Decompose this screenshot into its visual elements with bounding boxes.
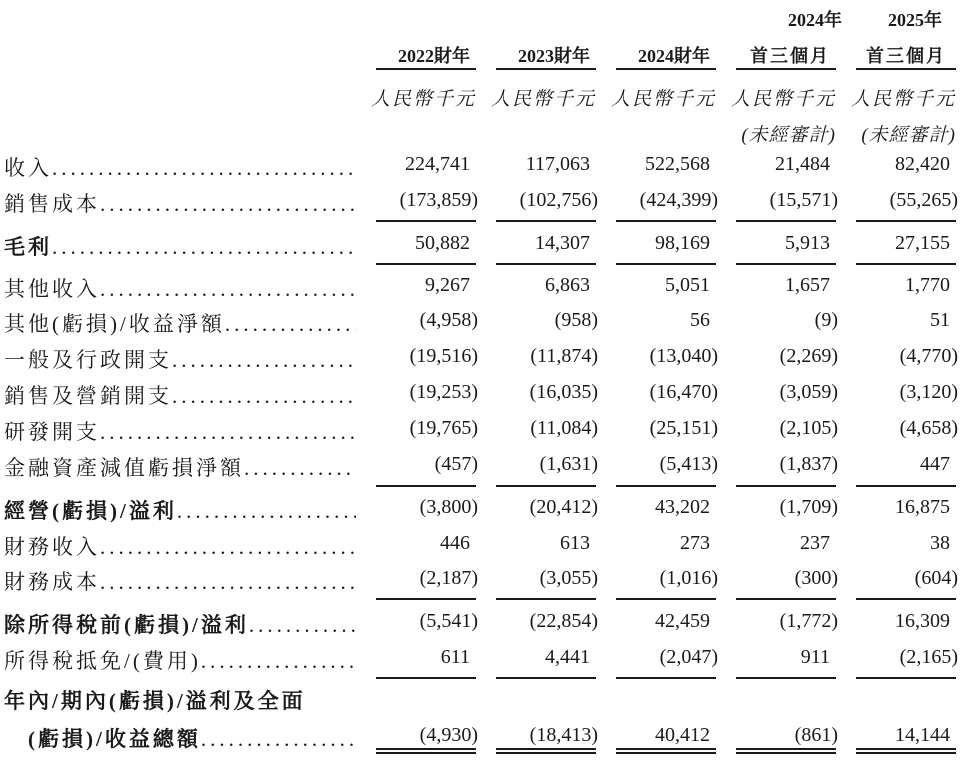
row-label: 研發開支 .....: [4, 416, 356, 446]
subtotal-rule: [496, 677, 596, 679]
total-double-rule: [856, 748, 956, 754]
row-label: 金融資產減值虧損淨額 .....: [4, 452, 356, 482]
col-period-2025q1: 首三個月: [866, 46, 946, 66]
header-underline: [736, 68, 836, 70]
cell-value: (1,837): [779, 453, 838, 475]
subtotal-rule: [376, 220, 476, 222]
cell-value: 446: [440, 532, 470, 554]
subtotal-rule: [856, 220, 956, 222]
cell-value: (11,084): [530, 417, 598, 439]
cell-value: (25,151): [649, 417, 718, 439]
cell-value: (13,040): [649, 345, 718, 367]
cell-value: 613: [560, 532, 590, 554]
cell-value: 21,484: [775, 153, 830, 175]
header-underline: [496, 68, 596, 70]
col-unit-2022: 人民幣千元: [370, 89, 476, 110]
cell-value: 14,144: [895, 724, 950, 746]
total-double-rule: [496, 748, 596, 754]
cell-value: (19,765): [409, 417, 478, 439]
subtotal-rule: [736, 263, 836, 265]
cell-value: 50,882: [415, 232, 470, 254]
cell-value: 51: [930, 309, 950, 331]
subtotal-rule: [856, 263, 956, 265]
cell-value: 14,307: [535, 232, 590, 254]
cell-value: (1,631): [539, 453, 598, 475]
cell-value: 1,657: [785, 274, 830, 296]
cell-value: (19,253): [409, 381, 478, 403]
subtotal-rule: [856, 598, 956, 600]
cell-value: (102,756): [519, 189, 598, 211]
row-label: 所得稅抵免/(費用) .....: [4, 645, 356, 675]
cell-value: 9,267: [425, 274, 470, 296]
total-double-rule: [376, 748, 476, 754]
col-audit-2025q1: (未經審計): [861, 125, 956, 146]
cell-value: 38: [930, 532, 950, 554]
cell-value: (861): [794, 724, 838, 746]
row-label: 毛利 .....: [4, 231, 356, 261]
subtotal-rule: [736, 220, 836, 222]
subtotal-rule: [496, 263, 596, 265]
cell-value: (11,874): [530, 345, 598, 367]
row-label: 銷售及營銷開支 .....: [4, 380, 356, 410]
cell-value: 237: [800, 532, 830, 554]
cell-value: (5,541): [419, 610, 478, 632]
col-year-2025q1: 2025年: [888, 10, 942, 30]
subtotal-rule: [496, 598, 596, 600]
subtotal-rule: [616, 485, 716, 487]
cell-value: (4,930): [419, 724, 478, 746]
cell-value: 43,202: [655, 496, 710, 518]
cell-value: 6,863: [545, 274, 590, 296]
cell-value: (2,269): [779, 345, 838, 367]
row-label: 其他(虧損)/收益淨額 .....: [4, 308, 356, 338]
subtotal-rule: [616, 220, 716, 222]
col-period-2022: 2022財年: [398, 46, 470, 66]
row-label: 收入 .....: [4, 152, 356, 182]
col-period-2024: 2024財年: [638, 46, 710, 66]
col-period-2024q1: 首三個月: [750, 46, 830, 66]
cell-value: (958): [554, 309, 598, 331]
cell-value: (173,859): [399, 189, 478, 211]
subtotal-rule: [616, 677, 716, 679]
subtotal-rule: [376, 677, 476, 679]
cell-value: (2,047): [659, 646, 718, 668]
cell-value: (16,035): [529, 381, 598, 403]
cell-value: (22,854): [529, 610, 598, 632]
row-label: 一般及行政開支 .....: [4, 344, 356, 374]
row-label: 其他收入 .....: [4, 273, 356, 303]
cell-value: (20,412): [529, 496, 598, 518]
subtotal-rule: [736, 598, 836, 600]
col-unit-2023: 人民幣千元: [490, 89, 596, 110]
cell-value: (55,265): [889, 189, 958, 211]
header-underline: [376, 68, 476, 70]
header-underline: [616, 68, 716, 70]
row-label: 經營(虧損)/溢利 .....: [4, 495, 356, 525]
cell-value: (9): [814, 309, 838, 331]
row-label: 除所得稅前(虧損)/溢利 .....: [4, 609, 356, 639]
cell-value: (2,187): [419, 567, 478, 589]
row-label: 財務收入 .....: [4, 531, 356, 561]
cell-value: (1,772): [779, 610, 838, 632]
cell-value: (3,059): [779, 381, 838, 403]
subtotal-rule: [376, 598, 476, 600]
cell-value: (4,658): [899, 417, 958, 439]
cell-value: 42,459: [655, 610, 710, 632]
total-double-rule: [736, 748, 836, 754]
row-label: (虧損)/收益總額 .....: [4, 723, 356, 753]
col-unit-2025q1: 人民幣千元: [850, 89, 956, 110]
cell-value: (4,958): [419, 309, 478, 331]
cell-value: (3,120): [899, 381, 958, 403]
cell-value: (2,165): [899, 646, 958, 668]
subtotal-rule: [376, 485, 476, 487]
cell-value: 5,913: [785, 232, 830, 254]
cell-value: (300): [794, 567, 838, 589]
cell-value: (19,516): [409, 345, 478, 367]
col-audit-2024q1: (未經審計): [741, 125, 836, 146]
col-year-2024q1: 2024年: [788, 10, 842, 30]
cell-value: 224,741: [405, 153, 470, 175]
subtotal-rule: [616, 598, 716, 600]
subtotal-rule: [856, 677, 956, 679]
cell-value: 522,568: [645, 153, 710, 175]
cell-value: 82,420: [895, 153, 950, 175]
cell-value: (424,399): [639, 189, 718, 211]
cell-value: (457): [434, 453, 478, 475]
total-double-rule: [616, 748, 716, 754]
subtotal-rule: [496, 220, 596, 222]
cell-value: 56: [690, 309, 710, 331]
cell-value: 98,169: [655, 232, 710, 254]
header-underline: [856, 68, 956, 70]
cell-value: 4,441: [545, 646, 590, 668]
cell-value: 40,412: [655, 724, 710, 746]
cell-value: (1,016): [659, 567, 718, 589]
col-unit-2024: 人民幣千元: [610, 89, 716, 110]
cell-value: 5,051: [665, 274, 710, 296]
cell-value: 27,155: [895, 232, 950, 254]
cell-value: 16,309: [895, 610, 950, 632]
row-label: 銷售成本 .....: [4, 188, 356, 218]
cell-value: (4,770): [899, 345, 958, 367]
cell-value: (15,571): [769, 189, 838, 211]
col-unit-2024q1: 人民幣千元: [730, 89, 836, 110]
cell-value: (604): [914, 567, 958, 589]
subtotal-rule: [736, 677, 836, 679]
cell-value: 1,770: [905, 274, 950, 296]
cell-value: (3,055): [539, 567, 598, 589]
cell-value: (2,105): [779, 417, 838, 439]
cell-value: (3,800): [419, 496, 478, 518]
cell-value: (18,413): [529, 724, 598, 746]
cell-value: (5,413): [659, 453, 718, 475]
row-label: 財務成本 .....: [4, 566, 356, 596]
cell-value: (16,470): [649, 381, 718, 403]
col-period-2023: 2023財年: [518, 46, 590, 66]
subtotal-rule: [856, 485, 956, 487]
subtotal-rule: [616, 263, 716, 265]
cell-value: (1,709): [779, 496, 838, 518]
cell-value: 117,063: [525, 153, 590, 175]
subtotal-rule: [376, 263, 476, 265]
cell-value: 447: [920, 453, 950, 475]
subtotal-rule: [736, 485, 836, 487]
row-label: 年內/期內(虧損)/溢利及全面: [4, 689, 306, 713]
subtotal-rule: [496, 485, 596, 487]
cell-value: 611: [440, 646, 470, 668]
cell-value: 16,875: [895, 496, 950, 518]
cell-value: 911: [800, 646, 830, 668]
cell-value: 273: [680, 532, 710, 554]
